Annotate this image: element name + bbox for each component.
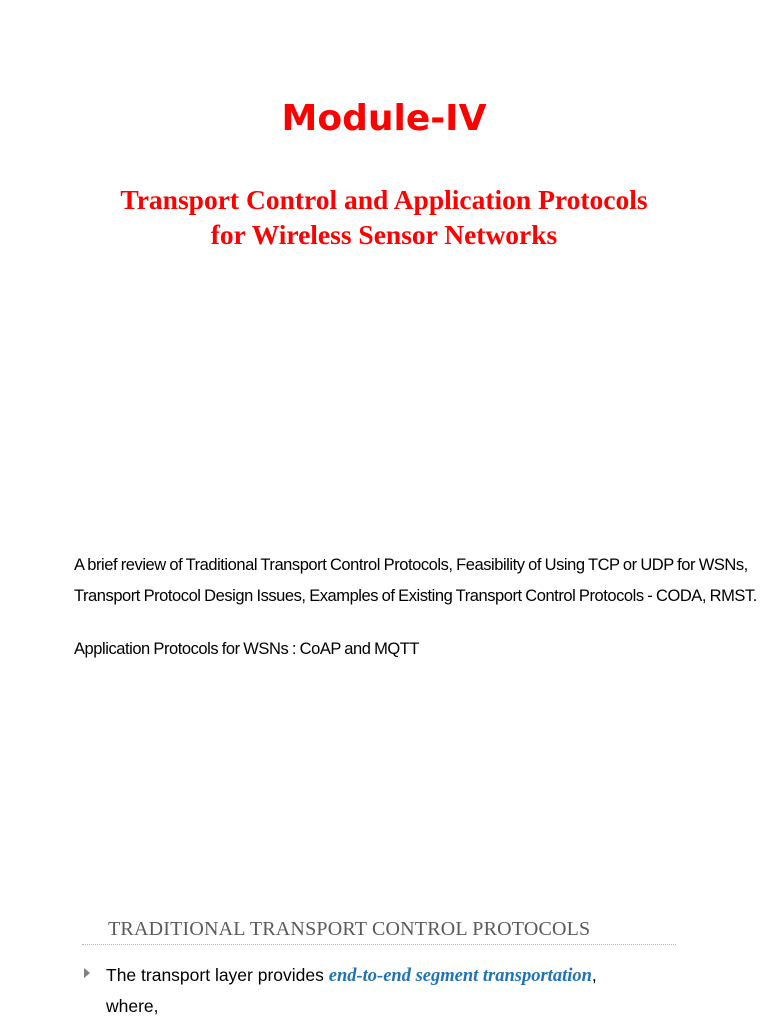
bullet-text	[106, 960, 676, 1021]
review-paragraph	[74, 550, 757, 612]
heading-divider	[82, 944, 676, 945]
subtitle-line-1: Transport Control and Application Protocols	[120, 184, 648, 215]
subtitle-line-2: for Wireless Sensor Networks	[210, 219, 558, 250]
bullet-line-2: where,	[106, 996, 159, 1016]
review-line-2: Transport Protocol Design Issues, Examples of Existing Transport Control Protocols - CODA, RMST.	[74, 587, 757, 605]
section-heading: TRADITIONAL TRANSPORT CONTROL PROTOCOLS	[108, 918, 591, 940]
applications-line: Application Protocols for WSNs : CoAP and MQTT	[74, 640, 420, 658]
bullet-suffix: ,	[591, 965, 597, 985]
module-title: Module-IV	[281, 98, 487, 139]
bullet-emphasis: end-to-end segment transportation	[328, 966, 592, 986]
bullet-line-1	[106, 960, 676, 991]
review-line-1: A brief review of Traditional Transport Control Protocols, Feasibility of Using TCP or UDP for WSNs,	[74, 556, 748, 574]
bullet-prefix: The transport layer provides	[106, 965, 329, 985]
subtitle	[40, 182, 728, 252]
triangle-bullet-icon	[84, 968, 90, 978]
